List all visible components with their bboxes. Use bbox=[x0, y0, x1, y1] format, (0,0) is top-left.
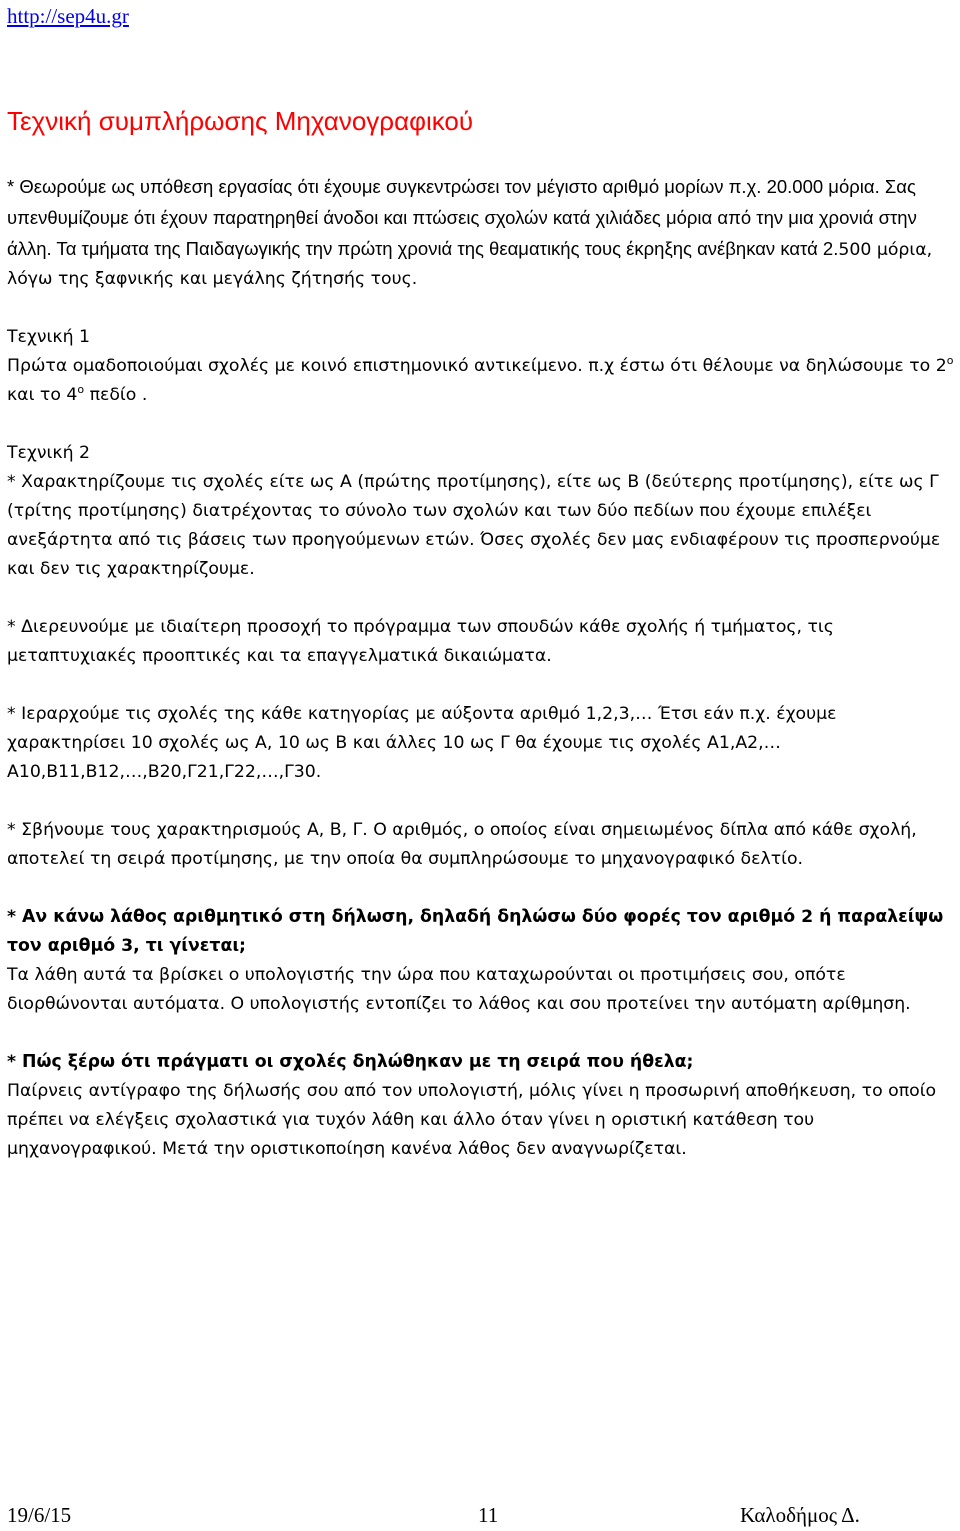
technique-2-heading: Τεχνική 2 bbox=[7, 443, 91, 463]
technique-2-p1 bbox=[7, 439, 955, 584]
intro-text-main: * Θεωρούμε ως υπόθεση εργασίας ότι έχουμε συγκεντρώσει τον μέγιστο αριθμό μορίων π.χ. 20.000 μόρια. Σας υπενθυμίζουμε ότι έχουν παρατηρηθεί άνοδοι και πτώσεις σχολών κατά χιλιάδες μόρια από την μια χρονιά στην άλλη. Τα τμήματα της Παιδαγωγικής την πρώτη χρονιά της θεαματικής τους έκρηξης ανέβηκαν κατά 2. bbox=[7, 176, 917, 259]
faq-answer: Παίρνεις αντίγραφο της δήλωσής σου από τον υπολογιστή, μόλις γίνει η προσωρινή αποθήκευση, το οποίο πρέπει να ελέγξεις σχολαστικά για τυχόν λάθη και άλλο όταν γίνει η οριστική κατάθεση του μηχανογραφικού. Μετά την οριστικοποίηση κανένα λάθος δεν αναγνωρίζεται. bbox=[7, 1081, 937, 1159]
document-body bbox=[7, 172, 955, 1193]
intro-text-end: 500 μόρια, λόγω της ξαφνικής και μεγάλης ζήτησής τους. bbox=[7, 240, 933, 289]
technique-2-p2: * Διερευνούμε με ιδιαίτερη προσοχή το πρόγραμμα των σπουδών κάθε σχολής ή τμήματος, τις μεταπτυχιακές προοπτικές και τα επαγγελματικά δικαιώματα. bbox=[7, 617, 834, 666]
faq-answer: Τα λάθη αυτά τα βρίσκει ο υπολογιστής την ώρα που καταχωρούνται οι προτιμήσεις σου, οπότε διορθώνονται αυτόματα. Ο υπολογιστής εντοπίζει το λάθος και σου προτείνει την αυτόματη αρίθμηση. bbox=[7, 965, 911, 1014]
technique-2-p4: * Σβήνουμε τους χαρακτηρισμούς Α, Β, Γ. Ο αριθμός, ο οποίος είναι σημειωμένος δίπλα από κάθε σχολή, αποτελεί τη σειρά προτίμησης, με την οποία θα συμπληρώσουμε το μηχανογραφικό δελτίο. bbox=[7, 820, 917, 869]
faq-question: * Αν κάνω λάθος αριθμητικό στη δήλωση, δηλαδή δηλώσω δύο φορές τον αριθμό 2 ή παραλείψω τον αριθμό 3, τι γίνεται; bbox=[7, 907, 944, 956]
footer-date: 19/6/15 bbox=[7, 1503, 72, 1527]
footer-author: Καλοδήμος Δ. bbox=[740, 1503, 860, 1527]
intro-paragraph bbox=[7, 172, 955, 294]
faq-item bbox=[7, 903, 955, 1019]
technique-2-text: * Χαρακτηρίζουμε τις σχολές είτε ως Α (πρώτης προτίμησης), είτε ως Β (δεύτερης προτίμησης), είτε ως Γ (τρίτης προτίμησης) διατρέχοντας το σύνολο των σχολών και των δύο πεδίων που έχουμε επιλέξει ανεξάρτητα από τις βάσεις των προηγούμενων ετών. Όσες σχολές δεν μας ενδιαφέρουν τις προσπερνούμε και δεν τις χαρακτηρίζουμε. bbox=[7, 472, 941, 579]
superscript: ο bbox=[77, 383, 85, 396]
page-title: Τεχνική συμπλήρωσης Μηχανογραφικού bbox=[7, 106, 474, 136]
technique-1-text-end: πεδίο . bbox=[84, 385, 148, 405]
technique-1-text: Πρώτα ομαδοποιούμαι σχολές με κοινό επιστημονικό αντικείμενο. π.χ έστω ότι θέλουμε να δηλώσουμε το 2 bbox=[7, 356, 947, 376]
site-link[interactable]: http://sep4u.gr bbox=[7, 4, 129, 28]
technique-2-p3: * Ιεραρχούμε τις σχολές της κάθε κατηγορίας με αύξοντα αριθμό 1,2,3,… Έτσι εάν π.χ. έχουμε χαρακτηρίσει 10 σχολές ως Α, 10 ως Β και άλλες 10 ως Γ θα έχουμε τις σχολές Α1,Α2,…Α10,Β11,Β12,…,Β20,Γ21,Γ22,…,Γ30. bbox=[7, 704, 837, 782]
page-number: 11 bbox=[478, 1503, 499, 1527]
technique-1-heading: Τεχνική 1 bbox=[7, 327, 91, 347]
superscript: ο bbox=[946, 354, 954, 367]
faq-question: * Πώς ξέρω ότι πράγματι οι σχολές δηλώθηκαν με τη σειρά που ήθελα; bbox=[7, 1052, 694, 1072]
technique-1 bbox=[7, 323, 955, 410]
faq-item bbox=[7, 1048, 955, 1164]
technique-1-text-mid: και το 4 bbox=[7, 385, 78, 405]
